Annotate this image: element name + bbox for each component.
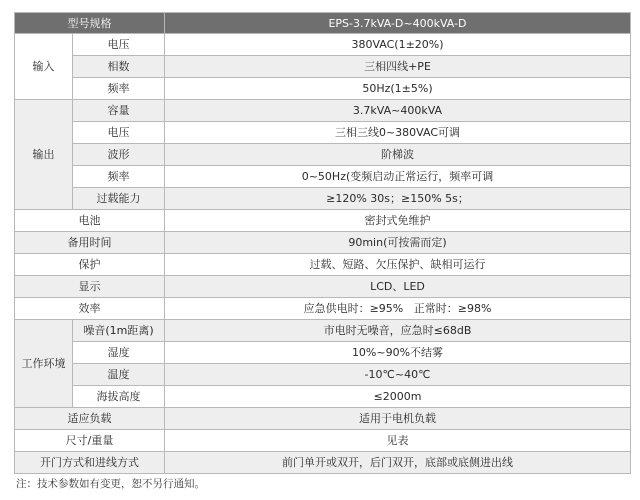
table-row: [15, 342, 631, 364]
table-row: [15, 34, 631, 56]
row-value: 50Hz(1±5%): [165, 78, 631, 100]
table-row: [15, 276, 631, 298]
row-value: 380VAC(1±20%): [165, 34, 631, 56]
row-value: 10%~90%不结雾: [165, 342, 631, 364]
group-output: 输出: [15, 100, 73, 210]
row-label: 备用时间: [15, 232, 165, 254]
table-row: [15, 452, 631, 474]
row-value: 90min(可按需而定): [165, 232, 631, 254]
row-value: 三相三线0~380VAC可调: [165, 122, 631, 144]
row-label: 电压: [73, 34, 165, 56]
table-row: [15, 298, 631, 320]
table-row: [15, 56, 631, 78]
table-row: [15, 232, 631, 254]
row-label: 波形: [73, 144, 165, 166]
row-value: 三相四线+PE: [165, 56, 631, 78]
row-label: 湿度: [73, 342, 165, 364]
row-value: 密封式免维护: [165, 210, 631, 232]
row-value: 0~50Hz(变频启动正常运行，频率可调: [165, 166, 631, 188]
row-value: 阶梯波: [165, 144, 631, 166]
row-value: 适用于电机负载: [165, 408, 631, 430]
table-row: [15, 210, 631, 232]
table-header-row: [15, 13, 631, 34]
table-row: [15, 408, 631, 430]
row-value: 应急供电时：≥95% 正常时：≥98%: [165, 298, 631, 320]
table-row: [15, 364, 631, 386]
row-label: 相数: [73, 56, 165, 78]
footnote: 注：技术参数如有变更，恕不另行通知。: [16, 478, 205, 490]
row-label: 尺寸/重量: [15, 430, 165, 452]
spec-table: [14, 12, 631, 474]
table-row: [15, 144, 631, 166]
row-value: 3.7kVA~400kVA: [165, 100, 631, 122]
group-environment: 工作环境: [15, 320, 73, 408]
row-label: 海拔高度: [73, 386, 165, 408]
row-label: 过载能力: [73, 188, 165, 210]
row-value: 过载、短路、欠压保护、缺相可运行: [165, 254, 631, 276]
row-value: LCD、LED: [165, 276, 631, 298]
row-label: 保护: [15, 254, 165, 276]
row-label: 开门方式和进线方式: [15, 452, 165, 474]
row-label: 频率: [73, 78, 165, 100]
row-label: 效率: [15, 298, 165, 320]
row-value: 前门单开或双开，后门双开，底部或底侧进出线: [165, 452, 631, 474]
row-label: 频率: [73, 166, 165, 188]
row-label: 温度: [73, 364, 165, 386]
table-row: [15, 386, 631, 408]
group-input: 输入: [15, 34, 73, 100]
row-value: ≤2000m: [165, 386, 631, 408]
row-label: 容量: [73, 100, 165, 122]
row-value: 见表: [165, 430, 631, 452]
header-label: 型号规格: [15, 13, 165, 34]
row-label: 电压: [73, 122, 165, 144]
table-row: [15, 100, 631, 122]
row-label: 噪音(1m距离): [73, 320, 165, 342]
table-row: [15, 430, 631, 452]
table-row: [15, 78, 631, 100]
header-value: EPS-3.7kVA-D~400kVA-D: [165, 13, 631, 34]
spec-table-container: [14, 12, 630, 474]
row-value: ≥120% 30s；≥150% 5s；: [165, 188, 631, 210]
row-value: 市电时无噪音，应急时≤68dB: [165, 320, 631, 342]
row-label: 电池: [15, 210, 165, 232]
row-value: -10℃~40℃: [165, 364, 631, 386]
table-row: [15, 188, 631, 210]
row-label: 适应负载: [15, 408, 165, 430]
table-row: [15, 254, 631, 276]
table-row: [15, 122, 631, 144]
table-row: [15, 166, 631, 188]
row-label: 显示: [15, 276, 165, 298]
table-row: [15, 320, 631, 342]
